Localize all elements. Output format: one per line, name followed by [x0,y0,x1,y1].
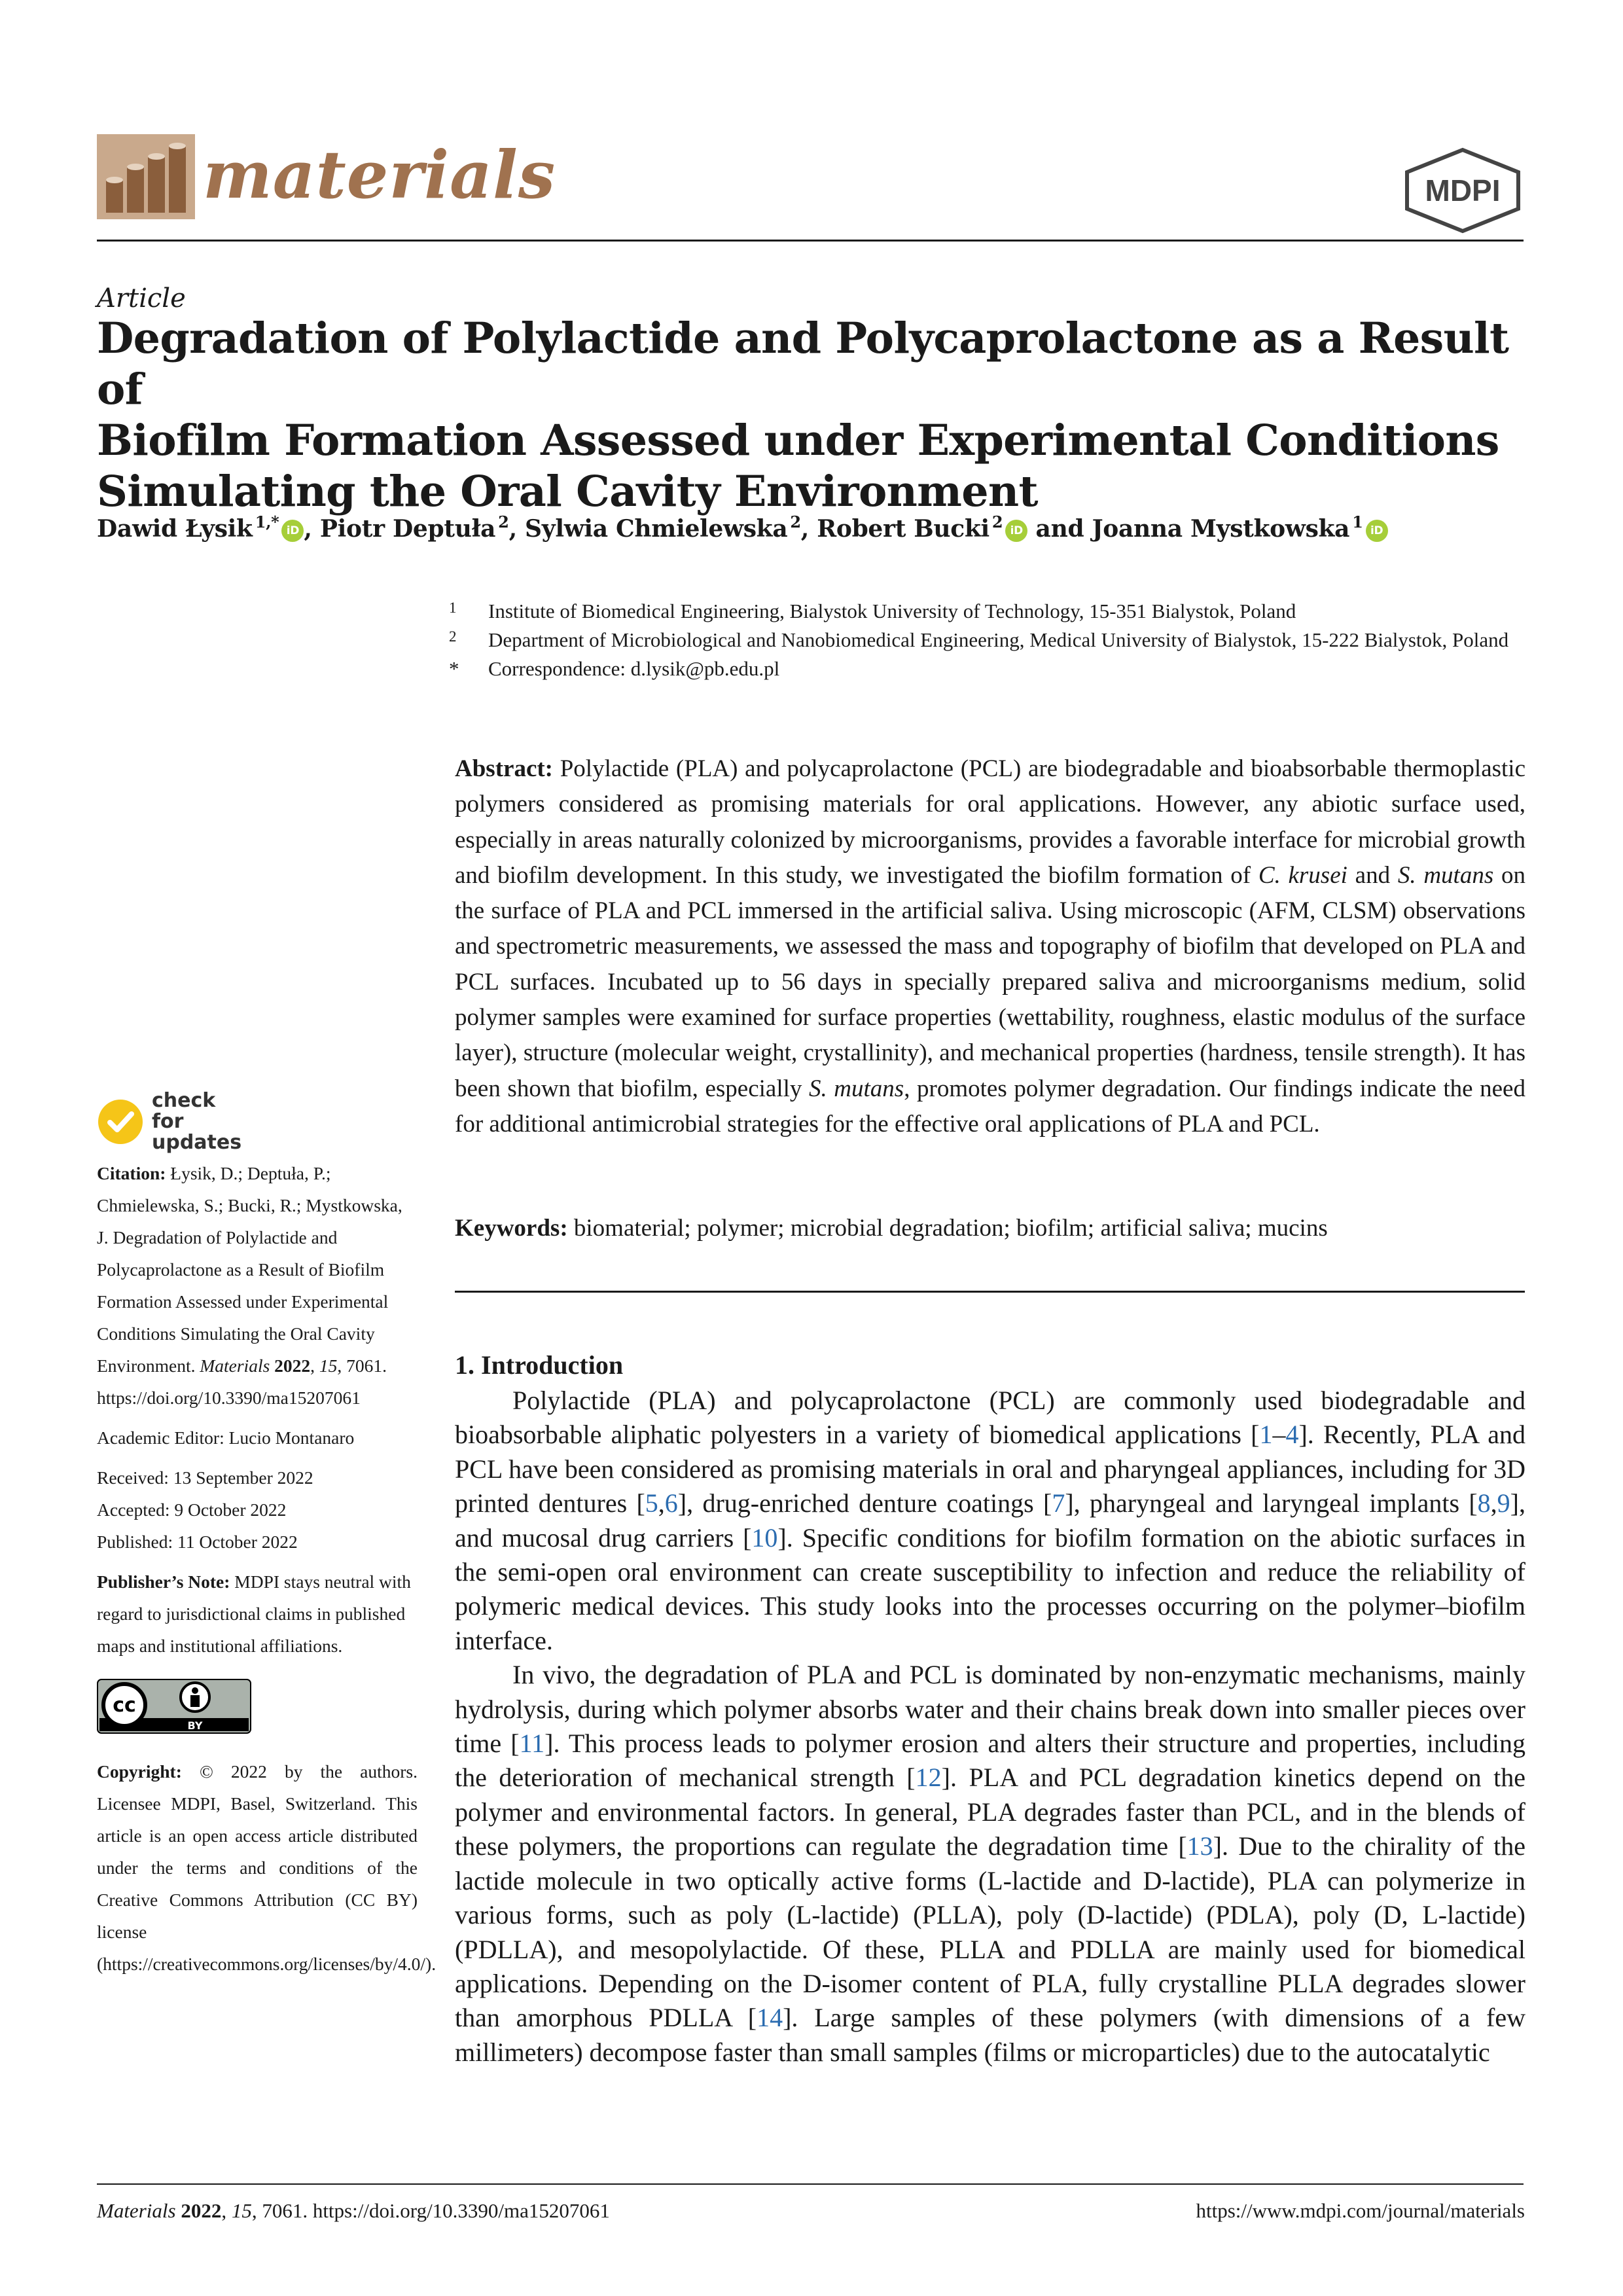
affiliation-item [449,626,1535,655]
copyright-label: Copyright: [97,1761,182,1782]
author-affiliation-mark: 1,* [255,512,279,531]
text-run: Polylactide (PLA) and polycaprolactone (PCL) are commonly used biodegradable and bioabsorbable aliphatic polyesters in a variety of biomedical applications [ [455,1386,1525,1450]
citation-link[interactable]: 8 [1477,1488,1491,1518]
author-name: Robert Bucki [817,515,990,543]
citation-volume: 15 [319,1355,338,1376]
publishers-note-label: Publisher’s Note: [97,1571,230,1592]
published-date: Published: 11 October 2022 [97,1532,298,1552]
footer-journal-url[interactable]: https://www.mdpi.com/journal/materials [1196,2199,1525,2222]
orcid-icon[interactable]: iD [281,520,304,542]
accepted-date: Accepted: 9 October 2022 [97,1499,287,1520]
text-run: ]. Large samples of these polymers (with dimensions of a few millimeters) decompose faster than small samples (films or microparticles) due to the autocatalytic [455,2003,1525,2067]
text-run: In vivo, the degradation of PLA and PCL is dominated by non-enzymatic mechanisms, mainly hydrolysis, during which polymer absorbs water and their chains break down into smaller pieces over time [ [455,1660,1525,1759]
citation-link[interactable]: 14 [757,2003,783,2033]
footer-citation: Materials 2022, 15, 7061. https://doi.org/10.3390/ma15207061 [97,2199,610,2222]
cc-by-license-icon[interactable] [97,1679,251,1734]
citation-year: 2022 [274,1355,311,1376]
paragraph [455,1384,1525,1658]
footer-volume: 15 [231,2199,252,2222]
author-name: Joanna Mystkowska [1092,515,1350,543]
text-run: ]. Specific conditions for biofilm formation on the abiotic surfaces in the semi-open oral environment can create susceptibility to infection and reduce the reliability of polymeric medical devices. This study looks into the processes occurring on the polymer–biofilm interface. [455,1522,1525,1655]
footer-year: 2022 [181,2199,222,2222]
received-date: Received: 13 September 2022 [97,1467,313,1488]
text-run: , promotes polymer degradation. Our findings indicate the need for additional antimicrobial strategies for the effective oral applications of PLA and PCL. [455,1075,1525,1138]
affiliation-mark: * [449,657,459,680]
species-name: S. mutans [808,1075,904,1102]
text-run: ]. Recently, PLA and PCL have been considered as promising materials in oral and pharyngeal appliances, including for 3D printed dentures [ [455,1420,1525,1518]
text-run: ], and mucosal drug carriers [ [455,1488,1525,1552]
abstract [455,751,1525,1142]
check-for-updates-badge[interactable] [97,1089,418,1154]
mdpi-logo-icon[interactable] [1402,147,1524,234]
affiliation-item [449,597,1535,626]
species-name: C. krusei [1258,861,1347,889]
species-name: S. mutans [1397,861,1494,889]
text-run: on the surface of PLA and PCL immersed in the artificial saliva. Using microscopic (AFM, CLSM) observations and spectrometric measurements, we assessed the mass and topography of biofilm that developed on PLA and PCL surfaces. Incubated up to 56 days in specially prepared saliva and microorganisms medium, solid polymer samples were examined for surface properties (wettability, roughness, elastic modulus of the surface layer), structure (molecular weight, crystallinity), and mechanical properties (hardness, tensile strength). It has been shown that biofilm, especially [455,861,1525,1102]
citation-journal: Materials [200,1355,270,1376]
citation-link[interactable]: 6 [664,1488,678,1518]
affiliation-mark: 2 [449,628,457,645]
check-updates-label: check for updates [152,1089,242,1154]
publishers-note-text: MDPI stays neutral with regard to jurisdictional claims in published maps and institutional affiliations. [97,1571,411,1656]
citation-link[interactable]: 13 [1186,1831,1213,1861]
copyright-text: © 2022 by the authors. Licensee MDPI, Basel, Switzerland. This article is an open access article distributed under the terms and conditions of the Creative Commons Attribution (CC BY) license (https://creativecommons.org/licenses/by/4.0/). [97,1761,437,1974]
dates [97,1462,418,1558]
author-name: Sylwia Chmielewska [525,515,788,543]
text-run: and [1347,861,1398,889]
author-name: Piotr Deptuła [319,515,496,543]
citation-doi[interactable]: , 7061. https://doi.org/10.3390/ma15207061 [97,1355,387,1408]
affiliation-mark: 1 [449,600,457,616]
text-run: ]. This process leads to polymer erosion and alters their structure and properties, including the deterioration of mechanical strength [ [455,1729,1525,1793]
text-run: ]. Due to the chirality of the lactide molecule in two optically active forms (L-lactide and D-lactide), PLA can polymerize in various forms, such as poly (L-lactide) (PLLA), poly (D-lactide) (PDLA), poly (D, L-lactide) (PDLLA), and mesopolylactide. Of these, PLLA and PDLLA are mainly used for biomedical applications. Depending on the D-isomer content of PLA, fully crystalline PLLA degrades slower than amorphous PDLLA [ [455,1831,1525,2033]
copyright [97,1755,437,1980]
paragraph [455,1658,1525,2070]
publishers-note [97,1566,418,1662]
section-divider [455,1291,1525,1293]
orcid-icon[interactable]: iD [1005,520,1027,542]
footer-doi[interactable]: , 7061. https://doi.org/10.3390/ma15207061 [251,2199,610,2222]
text-run: , [658,1488,665,1518]
citation-link[interactable]: 11 [519,1729,545,1759]
citation-link[interactable]: 1 [1259,1420,1273,1450]
citation-label: Citation: [97,1163,166,1183]
introduction-body [455,1384,1525,2070]
footer-journal: Materials [97,2199,176,2222]
citation-link[interactable]: 10 [751,1522,778,1552]
article-type: Article [97,283,186,314]
affiliations [449,597,1535,683]
affiliation-item [449,655,1535,683]
publisher-name: MDPI [1425,173,1501,207]
author-affiliation-mark: 2 [498,512,509,531]
author-affiliation-mark: 2 [991,512,1003,531]
academic-editor: Academic Editor: Lucio Montanaro [97,1427,355,1448]
affiliation-text: Institute of Biomedical Engineering, Bialystok University of Technology, 15-351 Bialystok, Poland [488,600,1296,622]
text-run: Polylactide (PLA) and polycaprolactone (PCL) are biodegradable and bioabsorbable thermoplastic polymers considered as promising materials for oral applications. However, any abiotic surface used, especially in areas naturally colonized by microorganisms, provides a favorable interface for microbial growth and biofilm development. In this study, we investigated the biofilm formation of [455,755,1525,889]
citation-link[interactable]: 7 [1052,1488,1065,1518]
text-run: ], drug-enriched denture coatings [ [677,1488,1052,1518]
materials-logo-icon [97,134,195,219]
author-affiliation-mark: 2 [790,512,801,531]
author-affiliation-mark: 1 [1352,512,1363,531]
citation-link[interactable]: 4 [1285,1420,1299,1450]
cc-by-label: BY [187,1719,203,1732]
author-list: Dawid Łysik $^{1,*}$ iD , Piotr Deptuła $^2$, Sylwia Chmielewska $^2$, Robert Bucki $^2$ iD and Joanna Mystkowska $^1$ iD [97,504,1537,547]
header-divider [97,240,1524,242]
citation-link[interactable]: 5 [645,1488,658,1518]
citation: Citation: Łysik, D.; Deptuła, P.; Chmielewska, S.; Bucki, R.; Mystkowska, J. Degradation of Polylactide and Polycaprolactone as a Result of Biofilm Formation Assessed under Experimental Conditions Simulating the Oral Cavity Environment. Materials 2022, 15, 7061. https://doi.org/10.3390/ma15207061 [97,1163,402,1408]
article-sidebar [97,1089,437,1988]
citation-text: Łysik, D.; Deptuła, P.; Chmielewska, S.; Bucki, R.; Mystkowska, J. Degradation of Polylactide and Polycaprolactone as a Result of Biofilm Formation Assessed under Experimental Conditions Simulating the Oral Cavity Environment. [97,1163,402,1376]
abstract-text [455,755,1525,1138]
text-run: ], pharyngeal and laryngeal implants [ [1065,1488,1478,1518]
check-updates-icon [97,1098,144,1145]
section-heading: 1. Introduction [455,1350,624,1380]
author-name: Dawid Łysik [97,515,253,543]
journal-header [97,134,1524,245]
svg-text:cc: cc [113,1694,136,1717]
citation-link[interactable]: 9 [1497,1488,1510,1518]
keywords-label: Keywords: [455,1215,568,1242]
citation-link[interactable]: 12 [915,1763,942,1793]
keywords-text: biomaterial; polymer; microbial degradation; biofilm; artificial saliva; mucins [573,1215,1328,1242]
footer-divider [97,2183,1524,2185]
journal-name: materials [203,136,556,213]
article-title: Degradation of Polylactide and Polycaprolactone as a Result of Biofilm Formation Assessed under Experimental Conditions Simulating the Oral Cavity Environment [97,314,1509,516]
affiliation-text: Department of Microbiological and Nanobiomedical Engineering, Medical University of Bialystok, 15-222 Bialystok, Poland [488,628,1509,651]
text-run: ]. PLA and PCL degradation kinetics depend on the polymer and environmental factors. In general, PLA degrades faster than PCL, and in the blends of these polymers, the proportions can regulate the degradation time [ [455,1763,1526,1861]
affiliation-text[interactable]: Correspondence: d.lysik@pb.edu.pl [488,657,780,680]
orcid-icon[interactable]: iD [1366,520,1388,542]
text-run: , [1490,1488,1497,1518]
abstract-label: Abstract: [455,755,554,782]
keywords [455,1211,1525,1246]
text-run: – [1272,1420,1286,1450]
